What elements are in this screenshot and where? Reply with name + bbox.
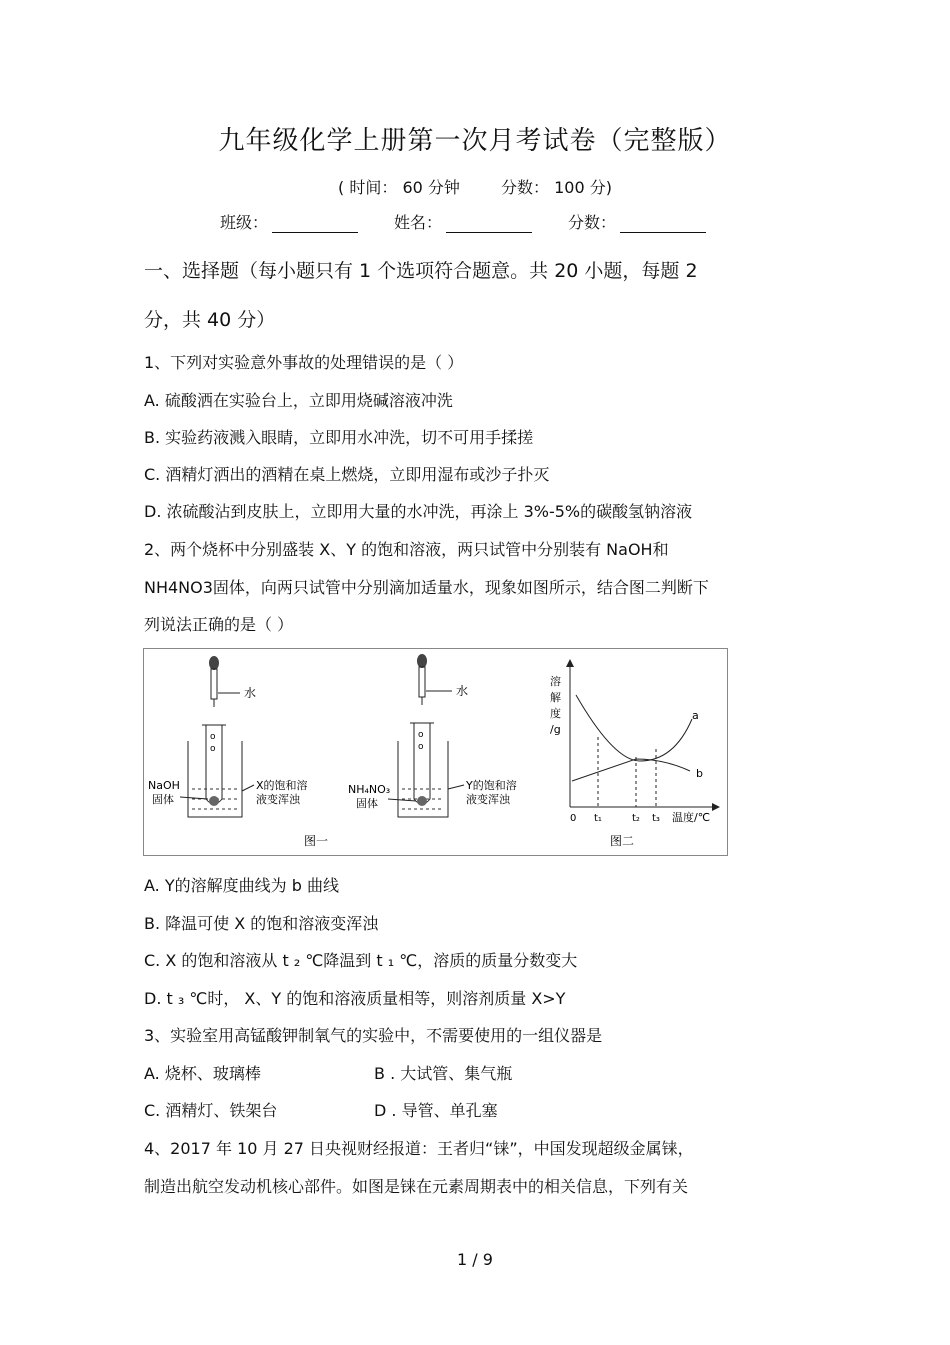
svg-text:o: o	[418, 742, 424, 752]
solid-icon	[209, 796, 219, 806]
origin-label: 0	[570, 813, 577, 824]
fig1b-solution-label-1: Y的饱和溶	[466, 779, 517, 792]
tick-t3: t₃	[652, 813, 660, 824]
fig1-solid-label-1: NaOH	[148, 779, 180, 792]
q2-option-d: D. t ₃ ℃时， X、Y 的饱和溶液质量相等，则溶剂质量 X>Y	[144, 989, 566, 1008]
section-heading-line1: 一、选择题（每小题只有 1 个选项符合题意。共 20 小题，每题 2	[144, 260, 698, 282]
fig1-right-apparatus	[348, 654, 517, 817]
q3-option-b: B . 大试管、集气瓶	[374, 1064, 513, 1083]
score-field[interactable]	[568, 210, 706, 233]
tick-t2: t₂	[632, 813, 640, 824]
section-heading-line2: 分，共 40 分）	[144, 309, 276, 331]
fig2-solubility-graph	[550, 659, 720, 848]
dropper-bulb-icon-2	[417, 654, 427, 668]
class-field[interactable]	[220, 210, 358, 233]
score-label: 分数：	[568, 213, 617, 232]
page-title: 九年级化学上册第一次月考试卷（完整版）	[218, 126, 732, 156]
q3-option-row-1	[144, 1061, 512, 1084]
score-info: 分数： 100 分)	[501, 178, 612, 197]
time-info: ( 时间： 60 分钟	[338, 178, 460, 197]
dropper-tube-icon-2	[419, 667, 425, 697]
ylabel-char-3: 度	[550, 707, 561, 720]
fig1b-solution-label-2: 液变浑浊	[466, 793, 510, 806]
ylabel-char-4: /g	[550, 723, 561, 736]
fig1-solution-label-2: 液变浑浊	[256, 793, 300, 806]
q3-option-row-2	[144, 1098, 498, 1121]
svg-text:o: o	[210, 744, 216, 754]
class-label: 班级：	[220, 213, 269, 232]
water-label-1: 水	[244, 686, 257, 700]
svg-text:o: o	[418, 730, 424, 740]
q1-option-c: C. 酒精灯洒出的酒精在桌上燃烧，立即用湿布或沙子扑灭	[144, 465, 550, 484]
q2-stem-line3: 列说法正确的是（ ）	[144, 615, 294, 634]
fig1b-solid-label-1: NH₄NO₃	[348, 783, 391, 796]
fig1-solid-label-2: 固体	[152, 793, 174, 806]
xlabel: 温度/℃	[672, 811, 711, 824]
fig1-left-apparatus	[148, 656, 328, 848]
svg-text:o: o	[210, 732, 216, 742]
ylabel-char-1: 溶	[550, 675, 561, 688]
dropper-tube-icon	[211, 669, 217, 699]
curve-b-label: b	[696, 767, 703, 780]
q4-line2: 制造出航空发动机核心部件。如图是铼在元素周期表中的相关信息，下列有关	[144, 1177, 689, 1196]
q3-option-a: A. 烧杯、玻璃棒	[144, 1064, 261, 1083]
q1-option-b: B. 实验药液溅入眼睛，立即用水冲洗，切不可用手揉搓	[144, 428, 534, 447]
q1-stem: 1、下列对实验意外事故的处理错误的是（ ）	[144, 353, 464, 372]
q2-stem-line2: NH4NO3固体，向两只试管中分别滴加适量水，现象如图所示，结合图二判断下	[144, 578, 709, 597]
q3-option-d: D . 导管、单孔塞	[374, 1101, 498, 1120]
q2-option-a: A. Y的溶解度曲线为 b 曲线	[144, 876, 339, 895]
curve-b	[572, 759, 690, 781]
curve-a-label: a	[692, 709, 699, 722]
fig1-solution-label-1: X的饱和溶	[256, 779, 308, 792]
score-blank[interactable]	[620, 214, 706, 233]
fig2-caption: 图二	[610, 834, 635, 848]
q2-option-b: B. 降温可使 X 的饱和溶液变浑浊	[144, 914, 379, 933]
q3-option-c: C. 酒精灯、铁架台	[144, 1101, 278, 1120]
q4-line1: 4、2017 年 10 月 27 日央视财经报道：王者归“铼”，中国发现超级金属铼，	[144, 1139, 694, 1158]
q2-option-c: C. X 的饱和溶液从 t ₂ ℃降温到 t ₁ ℃，溶质的质量分数变大	[144, 951, 578, 970]
class-blank[interactable]	[272, 214, 358, 233]
water-label-2: 水	[456, 684, 469, 698]
tick-t1: t₁	[594, 813, 602, 824]
q3-stem: 3、实验室用高锰酸钾制氧气的实验中，不需要使用的一组仪器是	[144, 1026, 603, 1045]
solid-icon-2	[417, 796, 427, 806]
q2-stem-line1: 2、两个烧杯中分别盛装 X、Y 的饱和溶液，两只试管中分别装有 NaOH和	[144, 540, 669, 559]
exam-info	[0, 175, 950, 198]
dropper-bulb-icon	[209, 656, 219, 670]
q1-option-d: D. 浓硫酸沾到皮肤上，立即用大量的水冲洗，再涂上 3%-5%的碳酸氢钠溶液	[144, 502, 693, 521]
q2-figure-svg	[144, 649, 727, 855]
q1-option-a: A. 硫酸洒在实验台上，立即用烧碱溶液冲洗	[144, 391, 453, 410]
name-blank[interactable]	[446, 214, 532, 233]
fig1b-solid-label-2: 固体	[356, 797, 378, 810]
fig1-caption: 图一	[304, 834, 329, 848]
name-field[interactable]	[394, 210, 532, 233]
student-fields	[220, 210, 706, 233]
name-label: 姓名：	[394, 213, 443, 232]
ylabel-char-2: 解	[550, 691, 561, 704]
q2-figure	[143, 648, 728, 856]
page-number: 1 / 9	[457, 1250, 493, 1269]
curve-a	[576, 695, 692, 761]
